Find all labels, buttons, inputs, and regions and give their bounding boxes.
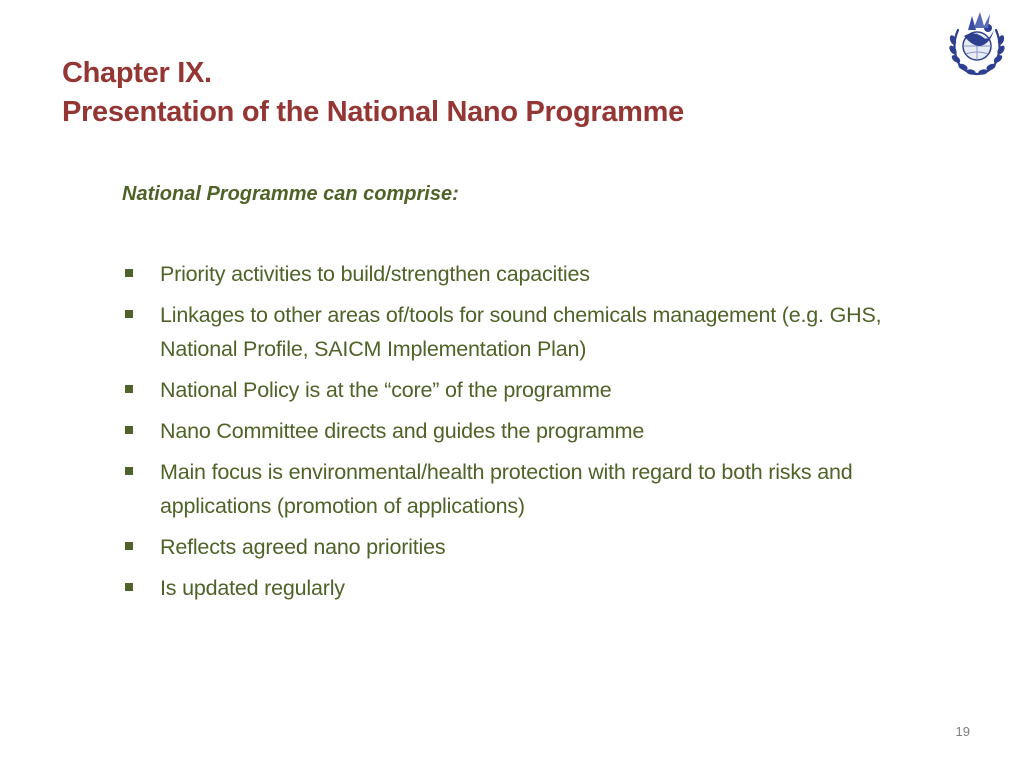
bullet-item — [122, 571, 952, 605]
square-bullet-icon — [125, 310, 133, 318]
bullet-text: Is updated regularly — [160, 576, 345, 600]
square-bullet-icon — [125, 385, 133, 393]
square-bullet-icon — [125, 583, 133, 591]
square-bullet-icon — [125, 542, 133, 550]
bullet-text: Reflects agreed nano priorities — [160, 535, 446, 559]
square-bullet-icon — [125, 426, 133, 434]
title-line-presentation: Presentation of the National Nano Programme — [62, 96, 684, 128]
organization-emblem-icon — [944, 8, 1010, 78]
square-bullet-icon — [125, 467, 133, 475]
bullet-list — [122, 257, 952, 612]
bullet-item — [122, 414, 952, 448]
bullet-text: Main focus is environmental/health protection with regard to both risks and applications (promotion of applications) — [160, 460, 853, 518]
bullet-item — [122, 257, 952, 291]
bullet-item — [122, 298, 952, 366]
title-line-chapter: Chapter IX. — [62, 57, 212, 89]
bullet-text: Priority activities to build/strengthen capacities — [160, 262, 590, 286]
page-number: 19 — [955, 724, 970, 739]
slide-title — [62, 54, 922, 132]
slide-subheading: National Programme can comprise: — [122, 183, 459, 205]
bullet-text: National Policy is at the “core” of the programme — [160, 378, 612, 402]
bullet-item — [122, 373, 952, 407]
bullet-item — [122, 530, 952, 564]
square-bullet-icon — [125, 269, 133, 277]
bullet-item — [122, 455, 952, 523]
bullet-text: Linkages to other areas of/tools for sound chemicals management (e.g. GHS, National Profile, SAICM Implementation Plan) — [160, 303, 882, 361]
bullet-text: Nano Committee directs and guides the programme — [160, 419, 645, 443]
